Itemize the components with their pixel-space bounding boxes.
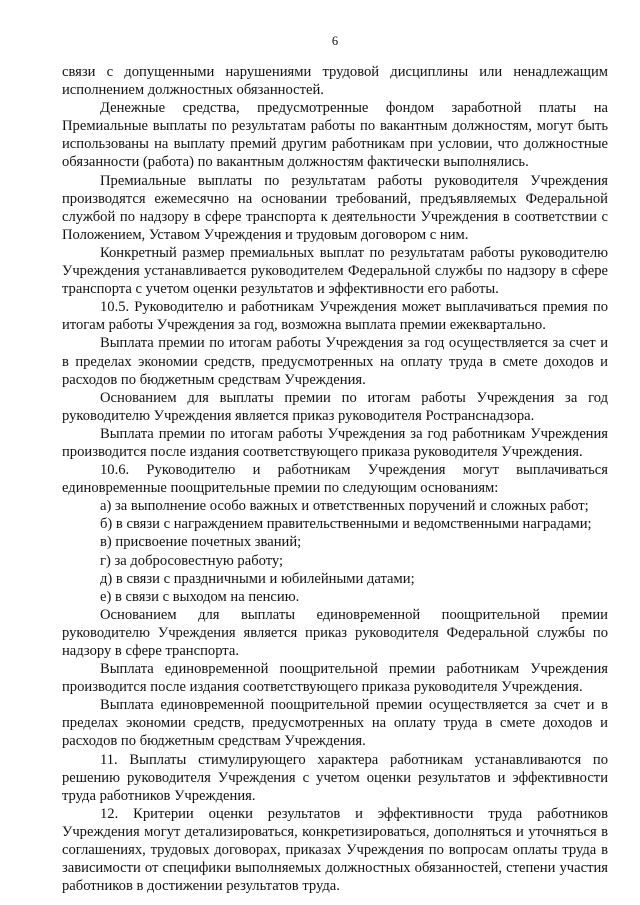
paragraph: Основанием для выплаты премии по итогам работы Учреждения за год руководителю Учреждения является приказ руководителя Ространснадзора. bbox=[62, 389, 608, 424]
paragraph: Выплата премии по итогам работы Учреждения за год осуществляется за счет и в пределах экономии средств, предусмотренных на оплату труда в смете доходов и расходов по бюджетным средствам Учреждения. bbox=[62, 335, 608, 388]
paragraph: Денежные средства, предусмотренные фондом заработной платы на Премиальные выплаты по результатам работы по вакантным должностям, могут быть использованы на выплату премий другим работникам при условии, что должностные обязанности (работа) по вакантным должностям фактически выполнялись. bbox=[62, 100, 608, 171]
list-item: а) за выполнение особо важных и ответственных поручений и сложных работ; bbox=[100, 498, 589, 515]
paragraph: Выплата премии по итогам работы Учреждения за год работникам Учреждения производится после издания соответствующего приказа руководителя Учреждения. bbox=[62, 425, 608, 460]
paragraph: связи с допущенными нарушениями трудовой дисциплины или ненадлежащим исполнением должностных обязанностей. bbox=[62, 64, 608, 99]
paragraph: 10.5. Руководителю и работникам Учреждения может выплачиваться премия по итогам работы Учреждения за год, возможна выплата премии ежеквартально. bbox=[62, 299, 608, 334]
list-item: е) в связи с выходом на пенсию. bbox=[100, 588, 300, 605]
paragraph: Конкретный размер премиальных выплат по результатам работы руководителю Учреждения устанавливается руководителем Федеральной службы по надзору в сфере транспорта с учетом оценки результатов и эффективности его работы. bbox=[62, 244, 608, 298]
paragraph: 11. Выплаты стимулирующего характера работникам устанавливаются по решению руководителя Учреждения с учетом оценки результатов и эффективности труда работников Учреждения. bbox=[62, 751, 608, 804]
page-number: 6 bbox=[331, 34, 339, 48]
list-item: г) за добросовестную работу; bbox=[100, 552, 284, 569]
list-item: д) в связи с праздничными и юбилейными датами; bbox=[100, 570, 415, 587]
paragraph: 12. Критерии оценки результатов и эффективности труда работников Учреждения могут детализироваться, конкретизироваться, дополняться и уточняться в соглашениях, трудовых договорах, приказах Учреждения по вопросам оплаты труда в зависимости от специфики выполняемых должностных обязанностей, степени участия работников в достижении результатов труда. bbox=[62, 805, 608, 895]
paragraph: Выплата единовременной поощрительной премии работникам Учреждения производится после издания соответствующего приказа руководителя Учреждения. bbox=[62, 661, 608, 696]
list-item: б) в связи с награждением правительственными и ведомственными наградами; bbox=[100, 516, 592, 533]
paragraph: Основанием для выплаты единовременной поощрительной премии руководителю Учреждения является приказ руководителя Федеральной службы по надзору в сфере транспорта. bbox=[62, 606, 608, 659]
list-item: в) присвоение почетных званий; bbox=[100, 534, 302, 551]
paragraph: Премиальные выплаты по результатам работы руководителя Учреждения производятся ежемесячно на основании требований, предъявляемых Федеральной службой по надзору в сфере транспорта к деятельности Учреждения в соответствии с Положением, Уставом Учреждения и трудовым договором с ним. bbox=[62, 172, 608, 243]
paragraph: Выплата единовременной поощрительной премии осуществляется за счет и в пределах экономии средств, предусмотренных на оплату труда в смете доходов и расходов по бюджетным средствам Учреждения. bbox=[62, 697, 608, 750]
paragraph: 10.6. Руководителю и работникам Учреждения могут выплачиваться единовременные поощрительные премии по следующим основаниям: bbox=[62, 462, 608, 497]
document-body bbox=[62, 63, 608, 895]
